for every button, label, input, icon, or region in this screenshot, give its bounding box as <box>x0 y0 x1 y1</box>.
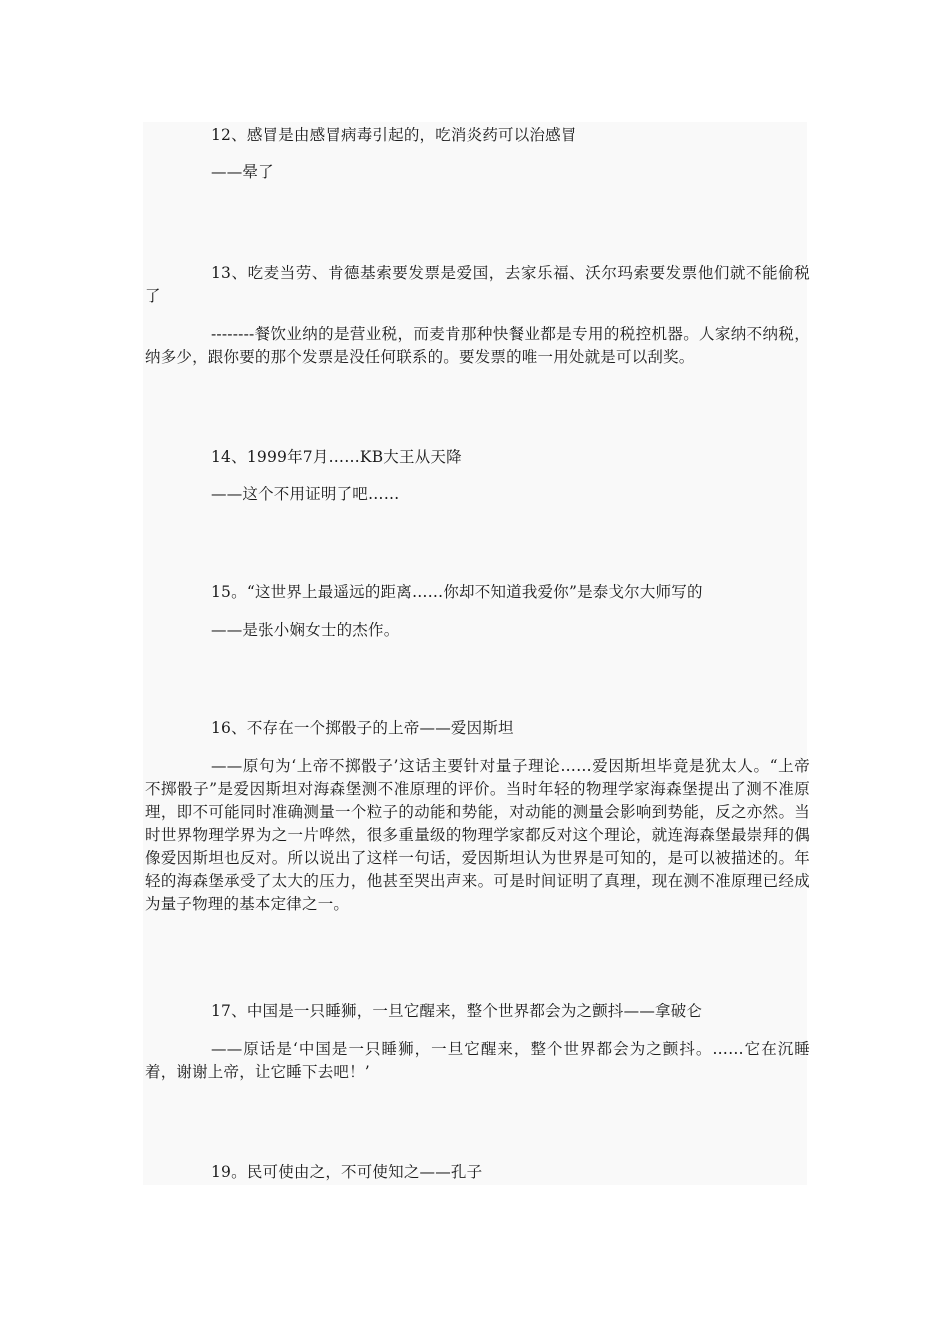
entry-12-claim: 12、感冒是由感冒病毒引起的，吃消炎药可以治感冒 <box>211 126 577 144</box>
entry-14-rebuttal: ——这个不用证明了吧…… <box>211 485 400 503</box>
entry-12-rebuttal: ——晕了 <box>211 163 274 181</box>
entry-16-claim: 16、不存在一个掷骰子的上帝——爱因斯坦 <box>211 719 514 737</box>
entry-17-claim: 17、中国是一只睡狮，一旦它醒来，整个世界都会为之颤抖——拿破仑 <box>211 1002 703 1020</box>
entry-15-claim: 15。“这世界上最遥远的距离……你却不知道我爱你”是泰戈尔大师写的 <box>211 583 703 601</box>
entry-19-claim: 19。民可使由之，不可使知之——孔子 <box>211 1163 483 1181</box>
entry-16-rebuttal: ——原句为‘上帝不掷骰子’这话主要针对量子理论……爱因斯坦毕竟是犹太人。“上帝不掷骰子”是爱因斯坦对海森堡测不准原理的评价。当时年轻的物理学家海森堡提出了测不准原理，即不可能同时准确测量一个粒子的动能和势能，对动能的测量会影响到势能，反之亦然。当时世界物理学界为之一片哗然，很多重量级的物理学家都反对这个理论，就连海森堡最崇拜的偶像爱因斯坦也反对。所以说出了这样一句话，爱因斯坦认为世界是可知的，是可以被描述的。年轻的海森堡承受了太大的压力，他甚至哭出声来。可是时间证明了真理，现在测不准原理已经成为量子物理的基本定律之一。 <box>145 757 810 913</box>
entry-14-claim: 14、1999年7月……KB大王从天降 <box>211 448 462 466</box>
entry-15-rebuttal: ——是张小娴女士的杰作。 <box>211 621 400 639</box>
entry-13-claim: 13、吃麦当劳、肯德基索要发票是爱国，去家乐福、沃尔玛索要发票他们就不能偷税了 <box>145 264 810 305</box>
entry-17-rebuttal: ——原话是‘中国是一只睡狮，一旦它醒来，整个世界都会为之颤抖。……它在沉睡着，谢谢上帝，让它睡下去吧！’ <box>145 1040 810 1081</box>
entry-13-rebuttal: --------餐饮业纳的是营业税，而麦肯那种快餐业都是专用的税控机器。人家纳不纳税，纳多少，跟你要的那个发票是没任何联系的。要发票的唯一用处就是可以刮奖。 <box>145 325 810 366</box>
